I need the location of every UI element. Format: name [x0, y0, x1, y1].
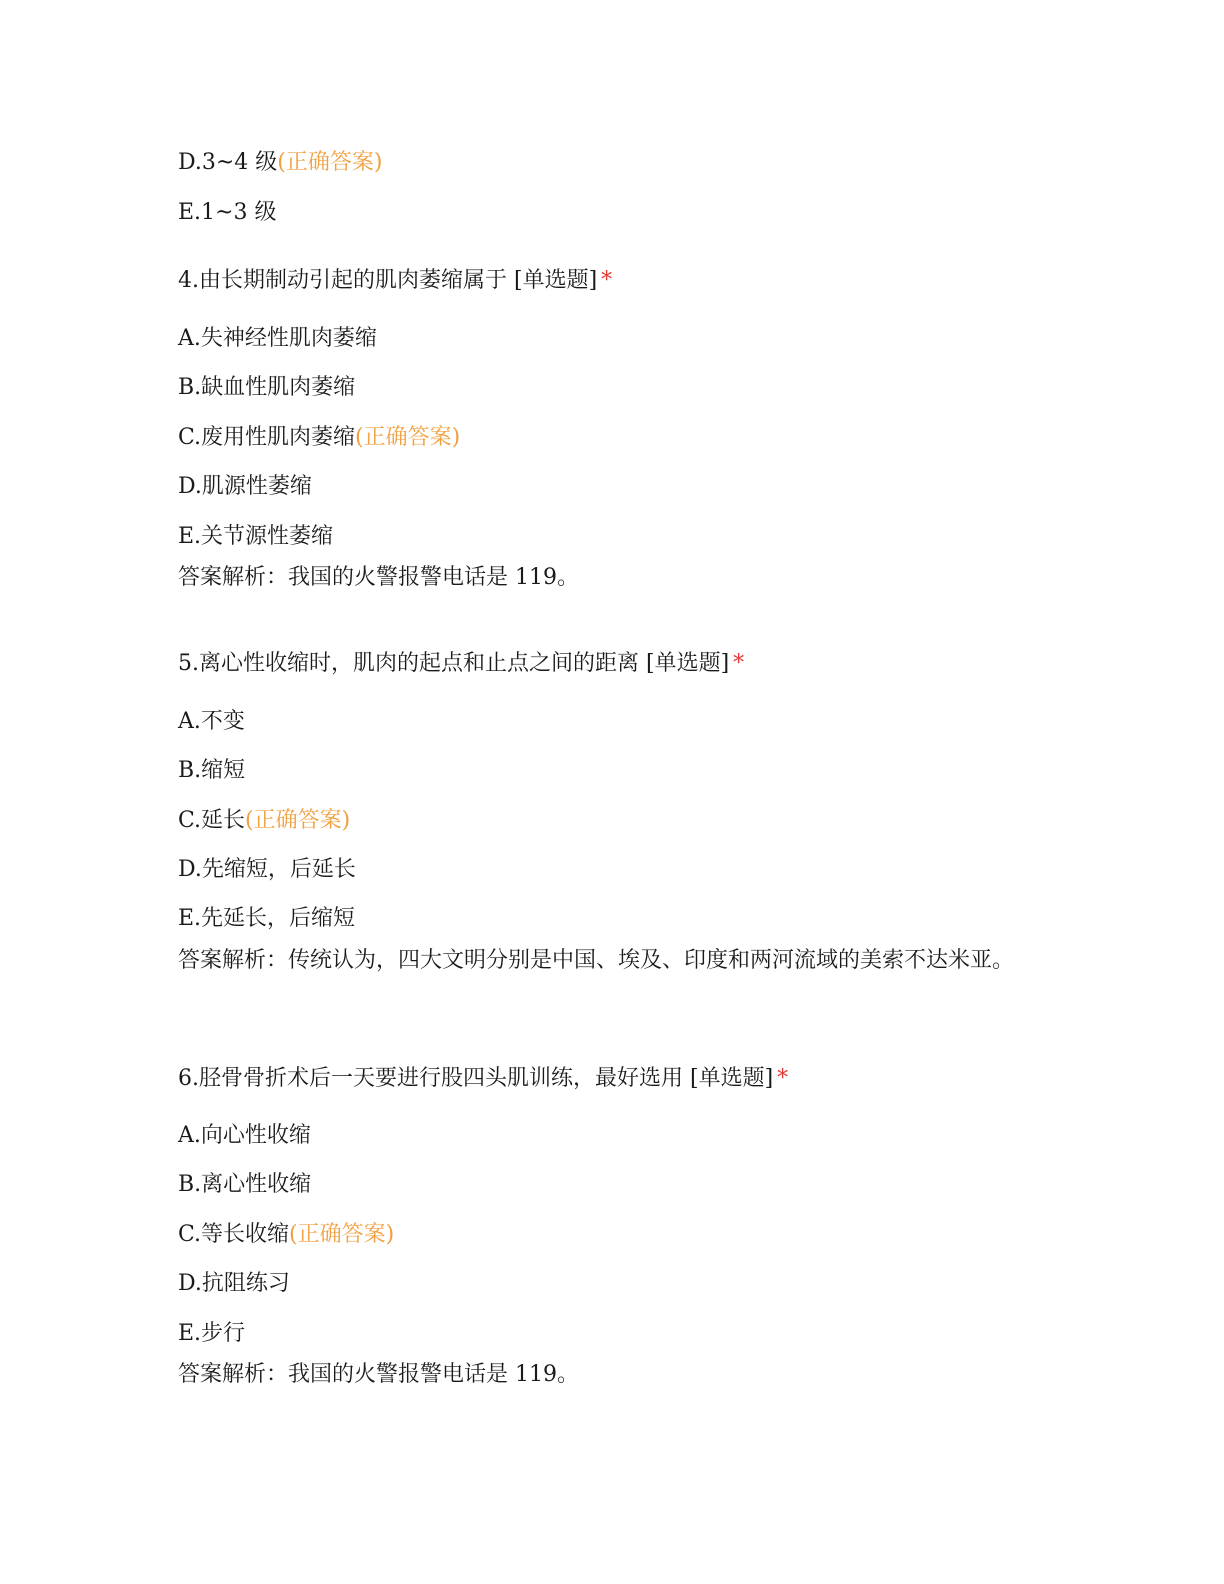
option-b: B.离心性收缩 — [178, 1172, 312, 1197]
answer-explanation: 答案解析：我国的火警报警电话是 119。 — [178, 565, 579, 590]
option-b: B.缩短 — [178, 758, 246, 783]
option-c: C.废用性肌肉萎缩(正确答案) — [178, 425, 461, 450]
option-e: E.1~3 级 — [178, 200, 277, 225]
required-mark: * — [777, 1066, 789, 1091]
option-c: C.等长收缩(正确答案) — [178, 1222, 395, 1247]
option-b: B.缺血性肌肉萎缩 — [178, 375, 356, 400]
option-a: A.失神经性肌肉萎缩 — [178, 326, 377, 351]
option-e: E.关节源性萎缩 — [178, 524, 334, 549]
option-d: D.抗阻练习 — [178, 1271, 290, 1296]
option-e: E.先延长，后缩短 — [178, 906, 356, 931]
required-mark: * — [733, 651, 745, 676]
question-5-title: 5.离心性收缩时，肌肉的起点和止点之间的距离 [单选题] * — [178, 651, 745, 676]
answer-explanation: 答案解析：传统认为，四大文明分别是中国、埃及、印度和两河流域的美索不达米亚。 — [178, 948, 1015, 973]
correct-answer-tag: (正确答案) — [355, 425, 461, 450]
correct-answer-tag: (正确答案) — [245, 808, 351, 833]
question-4-title: 4.由长期制动引起的肌肉萎缩属于 [单选题] * — [178, 268, 613, 293]
answer-explanation: 答案解析：我国的火警报警电话是 119。 — [178, 1362, 579, 1387]
option-d: D.肌源性萎缩 — [178, 474, 312, 499]
option-d: D.先缩短，后延长 — [178, 857, 356, 882]
required-mark: * — [601, 268, 613, 293]
correct-answer-tag: (正确答案) — [289, 1222, 395, 1247]
option-c: C.延长(正确答案) — [178, 808, 351, 833]
option-a: A.向心性收缩 — [178, 1123, 311, 1148]
option-a: A.不变 — [178, 709, 245, 734]
option-d: D.3~4 级(正确答案) — [178, 150, 383, 175]
option-e: E.步行 — [178, 1321, 246, 1346]
question-6-title: 6.胫骨骨折术后一天要进行股四头肌训练，最好选用 [单选题] * — [178, 1066, 789, 1091]
correct-answer-tag: (正确答案) — [277, 150, 383, 175]
